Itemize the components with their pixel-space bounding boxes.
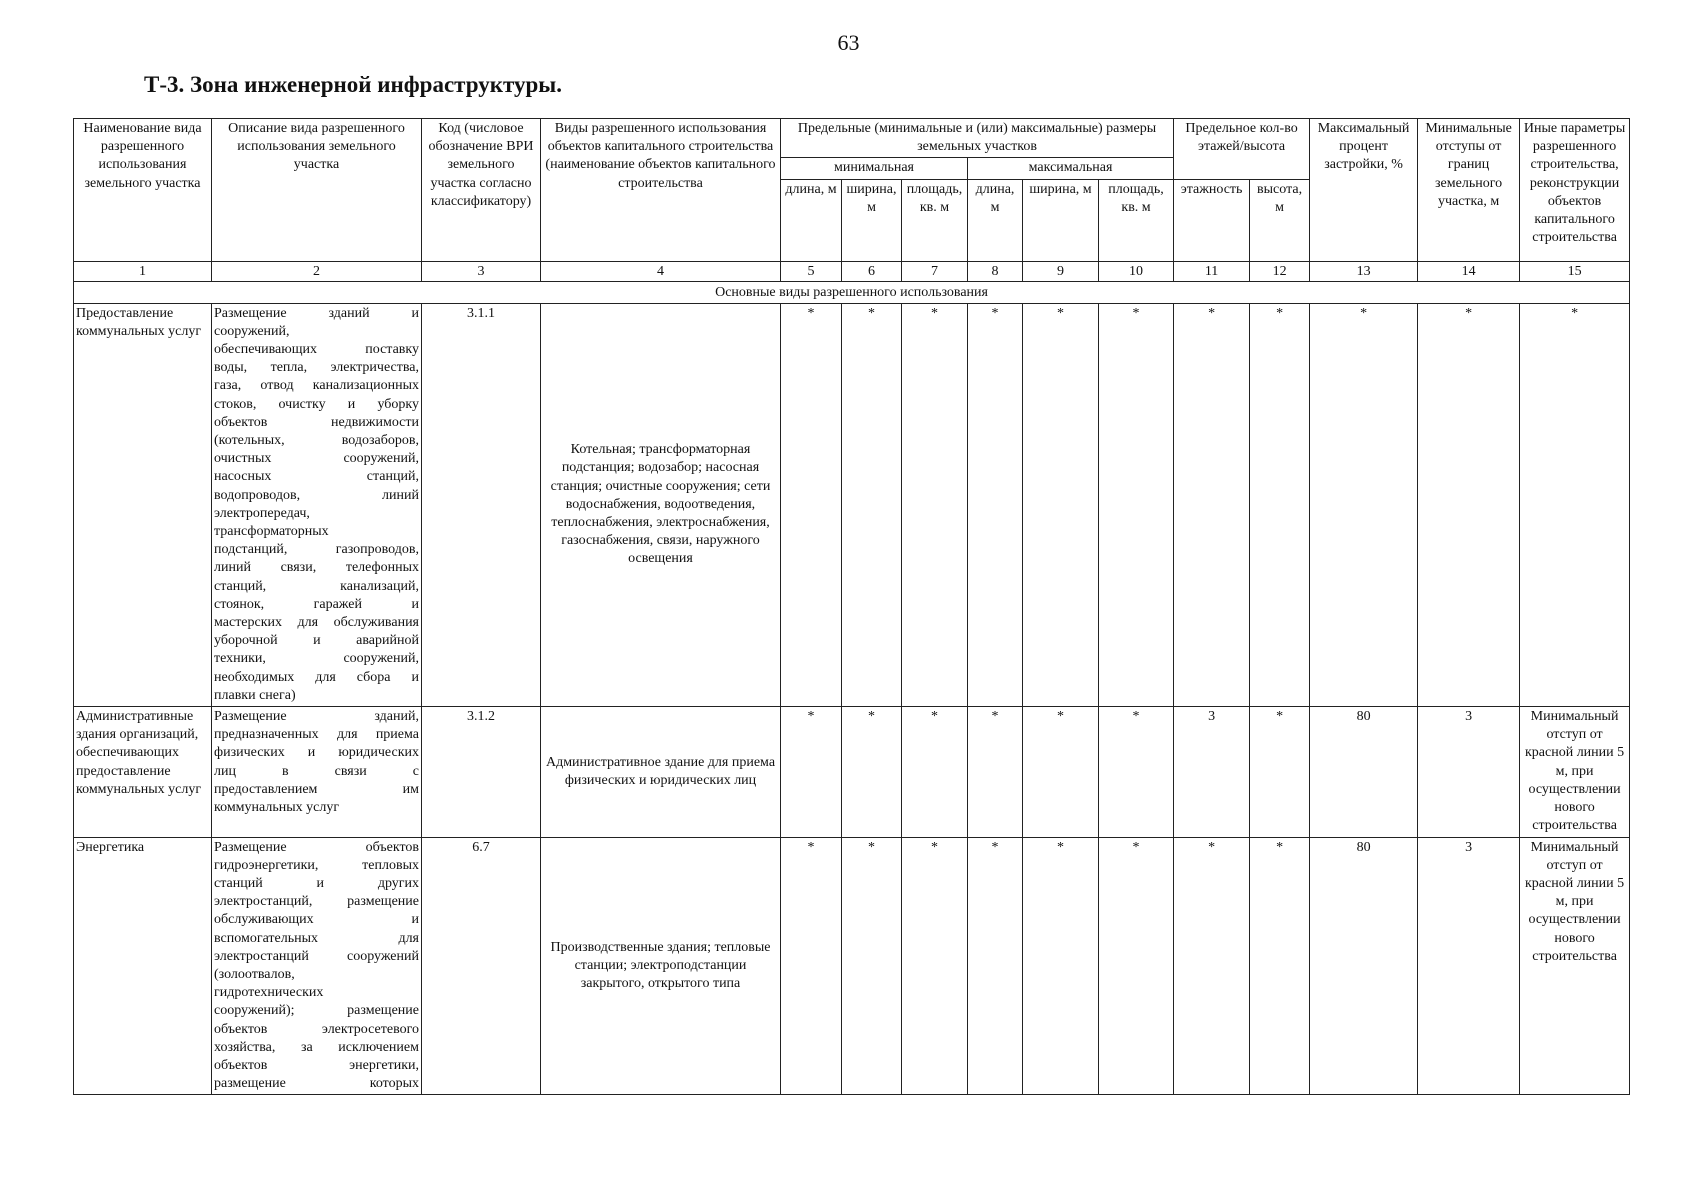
description-line: плавки снега) [214,687,296,703]
page-number: 63 [837,30,860,55]
description-line: гидротехнических [214,985,324,1001]
description-line: обслуживающих и [214,912,419,928]
column-number: 11 [1174,261,1250,281]
use-name-cell: Энергетика [74,837,212,1095]
description-line: подстанций, газопроводов, [214,542,419,558]
description-line: необходимых для сбора и [214,669,419,685]
value-cell: * [1250,707,1310,837]
header-other-params: Иные параметры разрешенного строительства, реконструкции объектов капитального строительства [1520,119,1630,262]
header-code: Код (числовое обозначение ВРИ земельного участка согласно классификатору) [422,119,541,262]
description-line: Размещение объектов [214,839,419,855]
header-max-area: площадь, кв. м [1099,179,1174,261]
description-line: мастерских для обслуживания [214,615,419,631]
column-number: 15 [1520,261,1630,281]
value-cell: 80 [1310,707,1418,837]
value-cell: * [902,837,968,1095]
column-number: 12 [1250,261,1310,281]
description-line: электростанций, размещение [214,894,419,910]
table-row [74,837,1630,1095]
description-line: уборочной и аварийной [214,633,419,649]
value-cell: * [1418,303,1520,706]
value-cell: * [842,707,902,837]
value-cell: 3 [1418,707,1520,837]
description-line: хозяйства, за исключением [214,1039,419,1055]
regulations-table [73,118,1630,1095]
description-line: линий связи, телефонных [214,560,419,576]
description-line: водопроводов, линий [214,487,419,503]
value-cell: * [902,303,968,706]
value-cell: * [1174,837,1250,1095]
page-title: Т-3. Зона инженерной инфраструктуры. [144,72,562,97]
code-cell: 6.7 [422,837,541,1095]
header-use-description: Описание вида разрешенного использования земельного участка [212,119,422,262]
value-cell: * [1310,303,1418,706]
column-number: 4 [541,261,781,281]
code-cell: 3.1.1 [422,303,541,706]
description-line: коммунальных услуг [214,800,340,816]
permitted-objects-cell: Производственные здания; тепловые станции; электроподстанции закрытого, открытого типа [541,837,781,1095]
permitted-objects-cell: Котельная; трансформаторная подстанция; водозабор; насосная станция; очистные сооружения; сети водоснабжения, водоотведения, теплоснабжения, электроснабжения, газоснабжения, связи, наружного освещения [541,303,781,706]
value-cell: * [1099,837,1174,1095]
description-line: станций и других [214,875,419,891]
other-params-cell: Минимальный отступ от красной линии 5 м, при осуществлении нового строительства [1520,707,1630,837]
section-row [74,281,1630,303]
value-cell: * [781,303,842,706]
value-cell: 80 [1310,837,1418,1095]
header-min-area: площадь, кв. м [902,179,968,261]
description-line: электропередач, [214,505,310,521]
use-name-cell: Административные здания организаций, обеспечивающих предоставление коммунальных услуг [74,707,212,837]
column-number: 5 [781,261,842,281]
value-cell: * [968,707,1023,837]
value-cell: * [1250,837,1310,1095]
header-maximum: максимальная [968,158,1174,179]
column-number: 8 [968,261,1023,281]
section-title: Основные виды разрешенного использования [74,281,1630,303]
header-min-setbacks: Минимальные отступы от границ земельного участка, м [1418,119,1520,262]
description-line: объектов недвижимости [214,414,419,430]
description-line: Размещение зданий, [214,709,419,725]
column-number-row [74,261,1630,281]
description-line: стоянок, гаражей и [214,596,419,612]
header-max-coverage: Максимальный процент застройки, % [1310,119,1418,262]
other-params-cell: * [1520,303,1630,706]
value-cell: * [1023,303,1099,706]
column-number: 3 [422,261,541,281]
table-row [74,707,1630,837]
value-cell: 3 [1174,707,1250,837]
description-line: вспомогательных для [214,930,419,946]
description-line: техники, сооружений, [214,651,419,667]
description-line: очистных сооружений, [214,451,419,467]
column-number: 9 [1023,261,1099,281]
value-cell: * [781,707,842,837]
value-cell: * [1023,707,1099,837]
description-line: физических и юридических [214,745,419,761]
value-cell: * [781,837,842,1095]
description-line: размещение которых [214,1076,419,1092]
description-line: гидроэнергетики, тепловых [214,857,419,873]
header-height: высота, м [1250,179,1310,261]
other-params-cell: Минимальный отступ от красной линии 5 м, при осуществлении нового строительства [1520,837,1630,1095]
value-cell: * [968,303,1023,706]
column-number: 14 [1418,261,1520,281]
description-line: насосных станций, [214,469,419,485]
description-line: (котельных, водозаборов, [214,433,419,449]
value-cell: * [1099,303,1174,706]
use-description-cell [212,837,422,1095]
header-min-width: ширина, м [842,179,902,261]
column-number: 1 [74,261,212,281]
description-line: предназначенных для приема [214,727,419,743]
description-line: обеспечивающих поставку [214,342,419,358]
description-line: воды, тепла, электричества, [214,360,419,376]
value-cell: * [968,837,1023,1095]
header-floors: этажность [1174,179,1250,261]
description-line: предоставлением им [214,781,419,797]
description-line: трансформаторных [214,524,329,540]
use-description-cell [212,707,422,837]
value-cell: * [1023,837,1099,1095]
column-number: 7 [902,261,968,281]
value-cell: * [902,707,968,837]
header-use-name: Наименование вида разрешенного использования земельного участка [74,119,212,262]
column-number: 10 [1099,261,1174,281]
header-min-length: длина, м [781,179,842,261]
description-line: газа, отвод канализационных [214,378,419,394]
header-plot-sizes: Предельные (минимальные и (или) максимальные) размеры земельных участков [781,119,1174,158]
permitted-objects-cell: Административное здание для приема физических и юридических лиц [541,707,781,837]
description-line: объектов электросетевого [214,1021,419,1037]
value-cell: * [842,303,902,706]
description-line: стоков, очистку и уборку [214,396,419,412]
description-line: (золоотвалов, [214,966,295,982]
value-cell: 3 [1418,837,1520,1095]
column-number: 6 [842,261,902,281]
description-line: объектов энергетики, [214,1057,419,1073]
column-number: 13 [1310,261,1418,281]
code-cell: 3.1.2 [422,707,541,837]
header-max-width: ширина, м [1023,179,1099,261]
value-cell: * [1250,303,1310,706]
table-row [74,303,1630,706]
header-row-1 [74,119,1630,158]
use-name-cell: Предоставление коммунальных услуг [74,303,212,706]
header-permitted-objects: Виды разрешенного использования объектов капитального строительства (наименование объектов капитального строительства [541,119,781,262]
description-line: станций, канализаций, [214,578,419,594]
header-minimum: минимальная [781,158,968,179]
description-line: Размещение зданий и [214,305,419,321]
description-line: сооружений, [214,323,290,339]
header-floors-height: Предельное кол-во этажей/высота [1174,119,1310,180]
value-cell: * [1174,303,1250,706]
column-number: 2 [212,261,422,281]
use-description-cell [212,303,422,706]
value-cell: * [842,837,902,1095]
description-line: лиц в связи с [214,763,419,779]
description-line: сооружений); размещение [214,1003,419,1019]
header-max-length: длина, м [968,179,1023,261]
description-line: электростанций сооружений [214,948,419,964]
value-cell: * [1099,707,1174,837]
